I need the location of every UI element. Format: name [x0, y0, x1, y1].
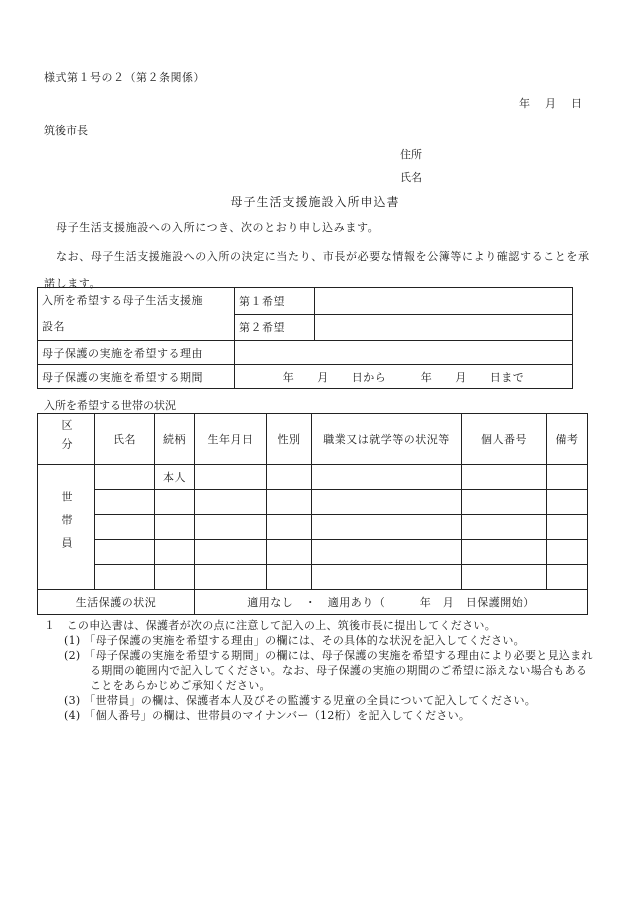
notes [44, 618, 594, 723]
note-item-2: (2) 「母子保護の実施を希望する期間」の欄には、母子保護の実施を希望する理由により必要と見込まれる期間の範囲内で記入してください。なお、母子保護の実施の期間のご希望に添えない場合もあることをあらかじめご承知ください。 [64, 649, 593, 692]
note-main: １ この申込書は、保護者が次の点に注意して記入の上、筑後市長に提出してください。 [44, 619, 496, 632]
member-relation-field[interactable] [155, 515, 195, 540]
addressee: 筑後市長 [44, 124, 88, 137]
household-table [37, 413, 588, 615]
member-birthdate-field[interactable] [195, 515, 267, 540]
header-sex: 性別 [267, 414, 312, 465]
facility-label-cell [38, 288, 235, 341]
member-remarks-field[interactable] [547, 515, 588, 540]
member-number-field[interactable] [462, 540, 547, 565]
member-relation-field[interactable] [155, 565, 195, 590]
member-number-field[interactable] [462, 515, 547, 540]
member-group-label: 世帯員 [38, 465, 95, 590]
header-occupation: 職業又は就学等の状況等 [312, 414, 462, 465]
paragraph-consent: なお、母子生活支援施設への入所の決定に当たり、市長が必要な情報を公簿等により確認することを承諾します。 [44, 250, 590, 290]
member-birthdate-field[interactable] [195, 565, 267, 590]
facility-label-line1: 入所を希望する母子生活支援施 [42, 294, 203, 307]
date-line[interactable]: 年 月 日 [519, 97, 584, 110]
member-remarks-field[interactable] [547, 565, 588, 590]
choice-1-field[interactable] [315, 288, 573, 315]
member-occupation-field[interactable] [312, 490, 462, 515]
header-relation: 続柄 [155, 414, 195, 465]
member-sex-field[interactable] [267, 540, 312, 565]
address-label: 住所 [400, 148, 422, 161]
header-birthdate: 生年月日 [195, 414, 267, 465]
member-name-field[interactable] [95, 540, 155, 565]
member-relation-field[interactable] [155, 540, 195, 565]
household-section-title: 入所を希望する世帯の状況 [44, 399, 176, 412]
member-remarks-field[interactable] [547, 465, 588, 490]
member-birthdate-field[interactable] [195, 490, 267, 515]
member-occupation-field[interactable] [312, 565, 462, 590]
reason-label: 母子保護の実施を希望する理由 [38, 341, 235, 365]
welfare-field[interactable]: 適用なし ・ 適用あり（ 年 月 日保護開始） [195, 590, 588, 615]
member-number-field[interactable] [462, 490, 547, 515]
document-title: 母子生活支援施設入所申込書 [230, 195, 400, 209]
member-name-field[interactable] [95, 465, 155, 490]
member-sex-field[interactable] [267, 515, 312, 540]
note-item-4: (4) 「個人番号」の欄は、世帯員のマイナンバー（12桁）を記入してください。 [64, 709, 471, 722]
member-number-field[interactable] [462, 565, 547, 590]
member-remarks-field[interactable] [547, 490, 588, 515]
header-name: 氏名 [95, 414, 155, 465]
reason-field[interactable] [235, 341, 573, 365]
form-id: 様式第１号の２（第２条関係） [44, 71, 205, 84]
member-sex-field[interactable] [267, 565, 312, 590]
note-item-1: (1) 「母子保護の実施を希望する理由」の欄には、その具体的な状況を記入してください。 [64, 634, 525, 647]
welfare-label: 生活保護の状況 [38, 590, 195, 615]
member-relation-field[interactable] [155, 490, 195, 515]
member-name-field[interactable] [95, 490, 155, 515]
note-item-3: (3) 「世帯員」の欄は、保護者本人及びその監護する児童の全員について記入してください。 [64, 694, 537, 707]
facility-table [37, 287, 573, 389]
member-birthdate-field[interactable] [195, 465, 267, 490]
period-field[interactable]: 年 月 日から 年 月 日まで [235, 365, 573, 389]
header-remarks: 備考 [547, 414, 588, 465]
period-label: 母子保護の実施を希望する期間 [38, 365, 235, 389]
paragraph-intro: 母子生活支援施設への入所につき、次のとおり申し込みます。 [56, 221, 380, 234]
member-name-field[interactable] [95, 515, 155, 540]
name-label: 氏名 [400, 171, 422, 184]
member-number-field[interactable] [462, 465, 547, 490]
header-category: 区分 [38, 414, 95, 465]
member-sex-field[interactable] [267, 490, 312, 515]
member-remarks-field[interactable] [547, 540, 588, 565]
member-name-field[interactable] [95, 565, 155, 590]
member-occupation-field[interactable] [312, 540, 462, 565]
header-my-number: 個人番号 [462, 414, 547, 465]
member-occupation-field[interactable] [312, 465, 462, 490]
member-relation-self: 本人 [155, 465, 195, 490]
member-birthdate-field[interactable] [195, 540, 267, 565]
facility-label-line2: 設名 [42, 320, 65, 333]
choice-2-field[interactable] [315, 314, 573, 341]
member-sex-field[interactable] [267, 465, 312, 490]
choice-2-label: 第２希望 [235, 314, 315, 341]
choice-1-label: 第１希望 [235, 288, 315, 315]
member-occupation-field[interactable] [312, 515, 462, 540]
